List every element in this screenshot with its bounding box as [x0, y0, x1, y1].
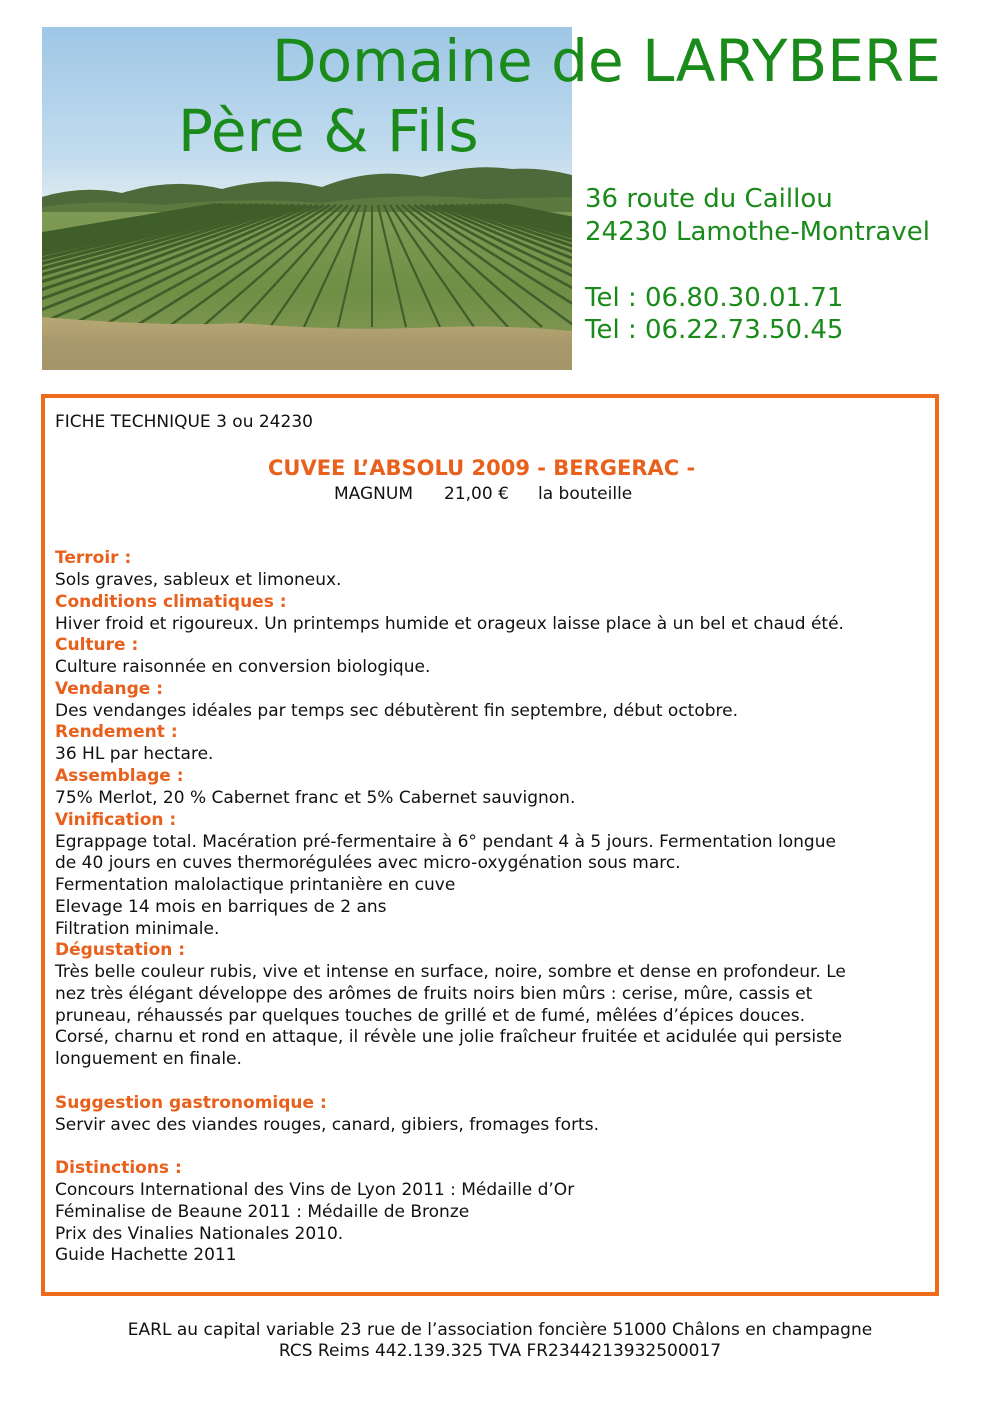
footer-registration-line: RCS Reims 442.139.325 TVA FR2344213932500017 — [278, 1341, 722, 1361]
section-text-terroir: Sols graves, sableux et limoneux. — [55, 570, 342, 590]
section-heading-vinification: Vinification : — [55, 810, 177, 830]
section-text-climate: Hiver froid et rigoureux. Un printemps humide et orageux laisse place à un bel et chaud été. — [55, 614, 844, 634]
section-heading-pairing: Suggestion gastronomique : — [55, 1093, 327, 1113]
phone-2: Tel : 06.22.73.50.45 — [585, 315, 844, 345]
section-text-vinification-4: Elevage 14 mois en barriques de 2 ans — [55, 897, 387, 917]
section-text-tasting-2: nez très élégant développe des arômes de fruits noirs bien mûrs : cerise, mûre, cassis et — [55, 984, 813, 1004]
section-text-harvest: Des vendanges idéales par temps sec débutèrent fin septembre, début octobre. — [55, 701, 739, 721]
section-text-blend: 75% Merlot, 20 % Cabernet franc et 5% Cabernet sauvignon. — [55, 788, 576, 808]
section-text-vinification-3: Fermentation malolactique printanière en cuve — [55, 875, 456, 895]
wine-price: 21,00 € — [444, 484, 509, 504]
price-unit: la bouteille — [538, 484, 633, 504]
section-heading-yield: Rendement : — [55, 722, 178, 742]
section-heading-blend: Assemblage : — [55, 766, 184, 786]
section-heading-culture: Culture : — [55, 635, 139, 655]
section-text-tasting-5: longuement en finale. — [55, 1049, 242, 1069]
section-text-awards-1: Concours International des Vins de Lyon 2011 : Médaille d’Or — [55, 1180, 575, 1200]
domain-subtitle: Père & Fils — [178, 97, 479, 165]
section-text-awards-4: Guide Hachette 2011 — [55, 1245, 237, 1265]
section-text-yield: 36 HL par hectare. — [55, 744, 214, 764]
section-text-vinification-1: Egrappage total. Macération pré-fermentaire à 6° pendant 4 à 5 jours. Fermentation longue — [55, 832, 836, 852]
address-line-1: 36 route du Caillou — [585, 184, 833, 214]
domain-title: Domaine de LARYBERE — [272, 27, 941, 95]
footer-company-line: EARL au capital variable 23 rue de l’association foncière 51000 Châlons en champagne — [127, 1320, 873, 1340]
section-text-vinification-2: de 40 jours en cuves thermorégulées avec micro-oxygénation sous marc. — [55, 853, 681, 873]
section-text-tasting-1: Très belle couleur rubis, vive et intense en surface, noire, sombre et dense en profondeur. Le — [55, 962, 846, 982]
section-heading-awards: Distinctions : — [55, 1158, 182, 1178]
wine-title: CUVEE L’ABSOLU 2009 - BERGERAC - — [268, 456, 696, 480]
section-text-vinification-5: Filtration minimale. — [55, 919, 220, 939]
section-text-culture: Culture raisonnée en conversion biologique. — [55, 657, 431, 677]
section-text-tasting-4: Corsé, charnu et rond en attaque, il révèle une jolie fraîcheur fruitée et acidulée qui persiste — [55, 1027, 843, 1047]
address-line-2: 24230 Lamothe-Montravel — [585, 217, 930, 247]
section-heading-terroir: Terroir : — [55, 548, 132, 568]
section-text-awards-2: Féminalise de Beaune 2011 : Médaille de Bronze — [55, 1202, 470, 1222]
section-text-pairing: Servir avec des viandes rouges, canard, gibiers, fromages forts. — [55, 1115, 599, 1135]
sheet-label: FICHE TECHNIQUE 3 ou 24230 — [55, 412, 313, 432]
section-heading-harvest: Vendange : — [55, 679, 164, 699]
wine-format: MAGNUM — [334, 484, 413, 504]
section-heading-tasting: Dégustation : — [55, 940, 186, 960]
phone-1: Tel : 06.80.30.01.71 — [585, 283, 844, 313]
section-heading-climate: Conditions climatiques : — [55, 592, 287, 612]
section-text-awards-3: Prix des Vinalies Nationales 2010. — [55, 1224, 344, 1244]
section-text-tasting-3: pruneau, réhaussés par quelques touches de grillé et de fumé, mêlées d’épices douces. — [55, 1006, 806, 1026]
